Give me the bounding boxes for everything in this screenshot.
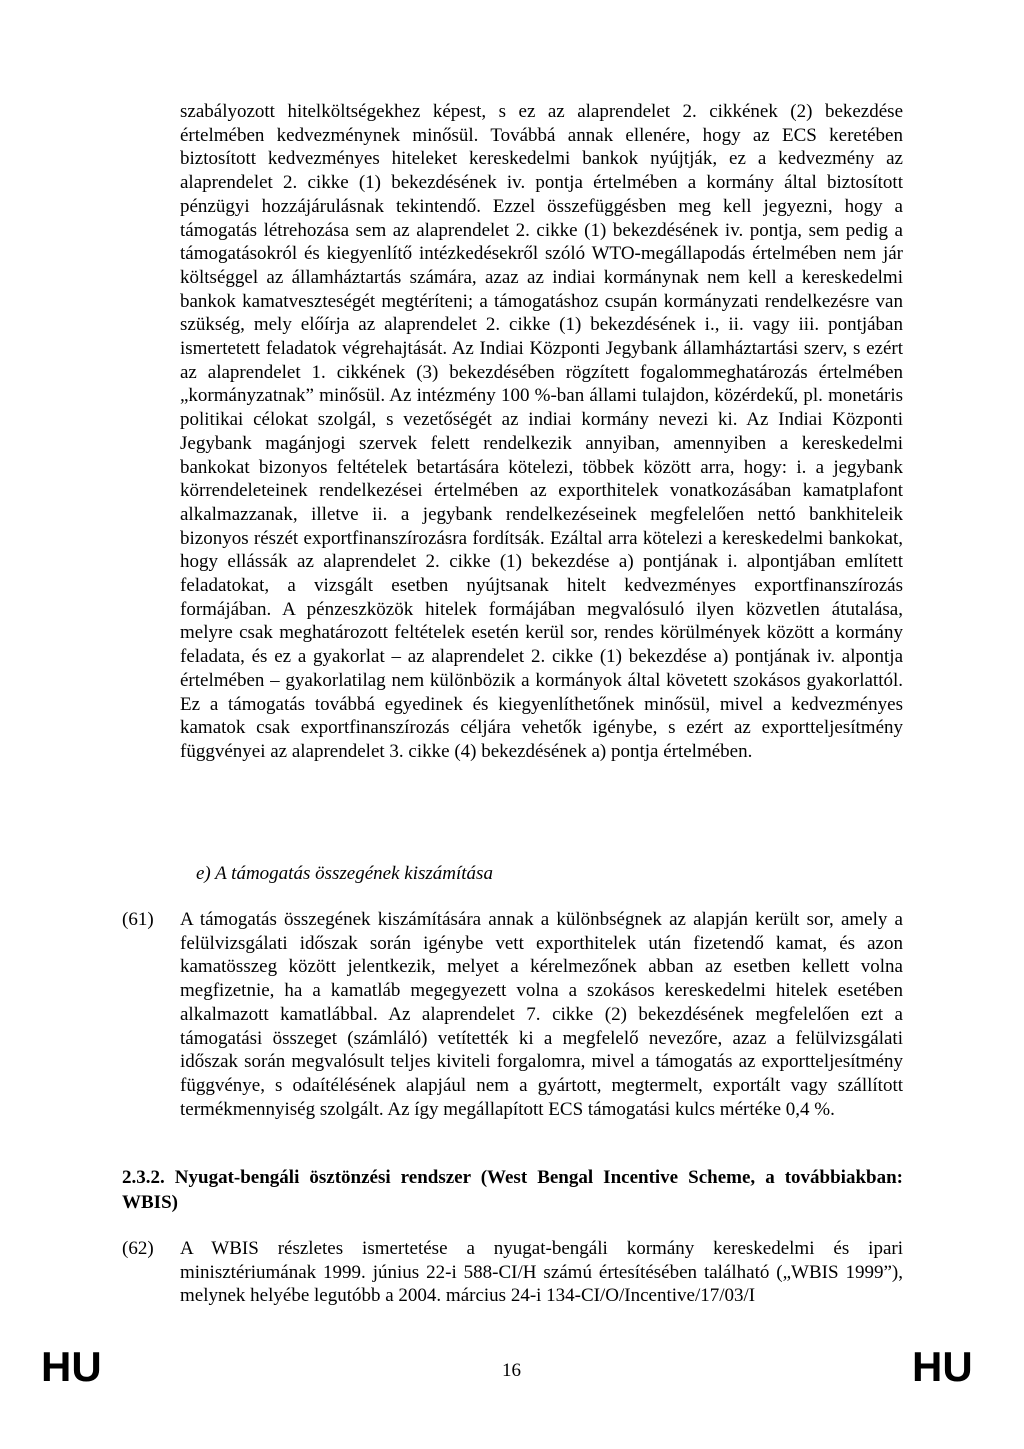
section-heading: 2.3.2. Nyugat-bengáli ösztönzési rendszer (West Bengal Incentive Scheme, a továbbiakban: WBIS) bbox=[122, 1167, 903, 1213]
page-number: 16 bbox=[502, 1360, 521, 1381]
continuation-paragraph: szabályozott hitelköltségekhez képest, s ez az alaprendelet 2. cikkének (2) bekezdése értelmében kedvezménynek minősül. Továbbá annak ellenére, hogy az ECS keretében biztosított kedvezményes hiteleket kereskedelmi bankok nyújtják, ez a kedvezmény az alaprendelet 2. cikke (1) bekezdésének iv. pontja értelmében a kormány által biztosított pénzügyi hozzájárulásnak tekintendő. Ezzel összefüggésben meg kell jegyezni, hogy a támogatás létrehozása sem az alaprendelet 2. cikke (1) bekezdésének iv. pontja, sem pedig a támogatásokról és kiegyenlítő intézkedésekről szóló WTO-megállapodás értelmében nem jár költséggel az államháztartás számára, azaz az indiai kormánynak nem kell a kereskedelmi bankok kamatveszteségét megtéríteni; a támogatáshoz csupán kormányzati rendelkezésre van szükség, mely előírja az alaprendelet 2. cikke (1) bekezdésének i., ii. vagy iii. pontjában ismertetett feladatok végrehajtását. Az Indiai Központi Jegybank államháztartási szerv, s ezért az alaprendelet 1. cikkének (3) bekezdésében rögzített fogalommeghatározás értelmében „kormányzatnak” minősül. Az intézmény 100 %-ban állami tulajdon, közérdekű, pl. monetáris politikai célokat szolgál, s vezetőségét az indiai kormány nevezi ki. Az Indiai Központi Jegybank magánjogi szervek felett rendelkezik annyiban, amennyiben a kereskedelmi bankokat bizonyos feltételek betartására kötelezi, többek között arra, hogy: i. a jegybank körrendeleteinek rendelkezései értelmében az exporthitelek vonatkozásában kamatplafont alkalmazzanak, illetve ii. a jegybank rendelkezéseinek megfelelően nettó bankhiteleik bizonyos részét exportfinanszírozásra fordítsák. Ezáltal arra kötelezi a kereskedelmi bankokat, hogy ellássák az alaprendelet 2. cikke (1) bekezdése a) pontjának i. alpontjában említett feladatokat, a vizsgált esetben nyújtsanak hitelt kedvezményes exportfinanszírozás formájában. A pénzeszközök hitelek formájában megvalósuló ilyen közvetlen átutalása, melyre csak meghatározott feltételek esetén kerül sor, rendes körülmények között a kormány feladata, és ez a gyakorlat – az alaprendelet 2. cikke (1) bekezdése a) pontjának iv. alpontja értelmében – gyakorlatilag nem különbözik a kormányok által követett szokásos gyakorlattól. Ez a támogatás továbbá egyedinek és kiegyenlíthetőnek minősül, mivel a kedvezményes kamatok csak exportfinanszírozás céljára vehetők igénybe, s ezért az exportteljesítmény függvényei az alaprendelet 3. cikke (4) bekezdésének a) pontja értelmében. bbox=[180, 101, 903, 762]
paragraph-62-text: A WBIS részletes ismertetése a nyugat-bengáli kormány kereskedelmi és ipari minisztériumának 1999. június 22-i 588-CI/H számú értesítésében található („WBIS 1999”), melynek helyébe legutóbb a 2004. március 24-i 134-CI/O/Incentive/17/03/I bbox=[180, 1238, 903, 1307]
subheading: e) A támogatás összegének kiszámítása bbox=[196, 863, 493, 884]
footer-language-right: HU bbox=[912, 1343, 973, 1390]
paragraph-number-61: (61) bbox=[122, 909, 154, 930]
paragraph-61-text: A támogatás összegének kiszámítására annak a különbségnek az alapján került sor, amely a felülvizsgálati időszak során igénybe vett exporthitelek után fizetendő kamat, és azon kamatösszeg között jelentkezik, melyet a kérelmezőnek abban az esetben kellett volna megfizetnie, ha a kamatláb megegyezett volna a szokásos kereskedelmi hitelek esetében alkalmazott kamatlábbal. Az alaprendelet 7. cikke (2) bekezdésének megfelelően ezt a támogatási összeget (számláló) vetítették ki a megfelelő nevezőre, azaz a felülvizsgálati időszak során megvalósult teljes kiviteli forgalomra, mivel a támogatás az exportteljesítmény függvénye, s odaítélésének alapjául nem a gyártott, megtermelt, exportált vagy szállított termékmennyiség szolgált. Az így megállapított ECS támogatási kulcs mértéke 0,4 %. bbox=[180, 909, 903, 1120]
paragraph-number-62: (62) bbox=[122, 1238, 154, 1259]
footer-language-left: HU bbox=[41, 1343, 102, 1390]
